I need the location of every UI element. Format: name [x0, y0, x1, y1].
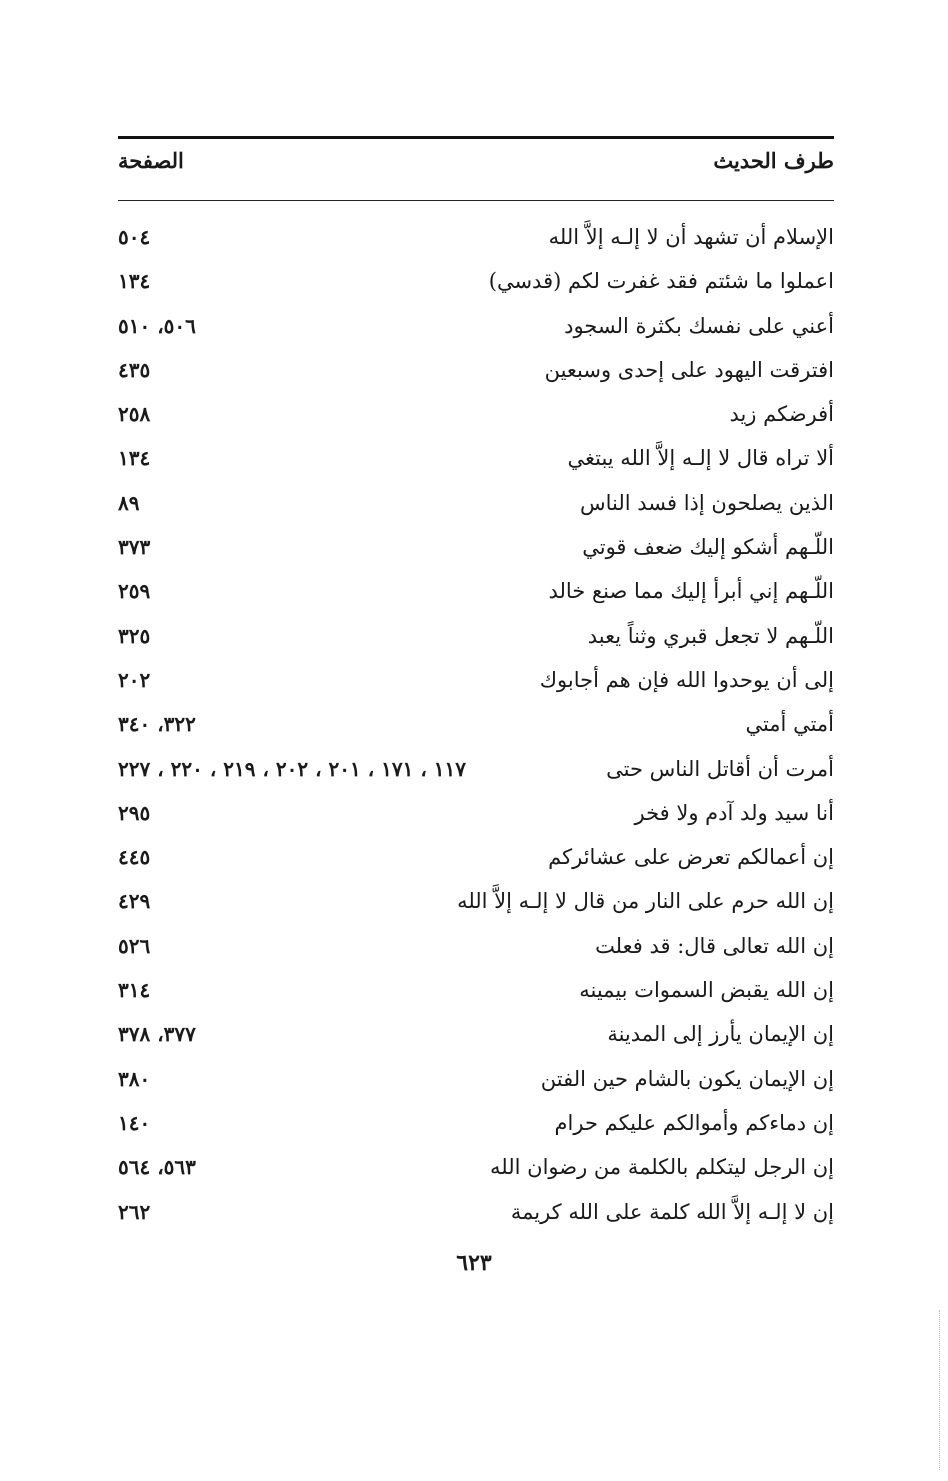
hadith-index-list	[118, 219, 834, 1238]
hadith-text: إن الله يقبض السموات بيمينه	[579, 978, 834, 1003]
page-reference: ٣٨٠	[118, 1066, 151, 1091]
page-reference: ٢٦٢	[118, 1199, 151, 1224]
page-reference: ٣٧٣	[118, 535, 151, 560]
page-reference: ٣٧٧، ٣٧٨	[118, 1022, 196, 1047]
hadith-text: اللّـهم إني أبرأ إليك مما صنع خالد	[548, 579, 834, 604]
index-row	[118, 972, 834, 1016]
hadith-text: الإسلام أن تشهد أن لا إلـه إلاَّ الله	[548, 225, 834, 249]
index-row	[118, 1105, 834, 1149]
page-reference: ٢٥٩	[118, 579, 151, 604]
index-row	[118, 1061, 834, 1105]
hadith-text: أمرت أن أقاتل الناس حتى	[606, 756, 834, 781]
hadith-text: أنا سيد ولد آدم ولا فخر	[634, 800, 834, 825]
hadith-text: إن لا إلـه إلاَّ الله كلمة على الله كريمة	[510, 1199, 834, 1224]
hadith-text: إن أعمالكم تعرض على عشائركم	[548, 845, 834, 870]
table-header	[118, 148, 834, 188]
index-row	[118, 883, 834, 927]
page-reference: ٢٩٥	[118, 800, 151, 825]
index-row	[118, 618, 834, 662]
hadith-text: إن الإيمان يكون بالشام حين الفتن	[540, 1066, 834, 1091]
page-reference: ١٣٤	[118, 446, 151, 471]
header-bottom-rule	[118, 200, 834, 201]
index-row	[118, 396, 834, 440]
index-row	[118, 928, 834, 972]
hadith-text: إن الإيمان يأرز إلى المدينة	[607, 1022, 834, 1047]
index-row	[118, 662, 834, 706]
page-reference: ٤٣٥	[118, 357, 151, 382]
hadith-text: ألا تراه قال لا إلـه إلاَّ الله يبتغي	[567, 446, 834, 471]
page-reference: ٥٢٦	[118, 933, 151, 958]
page-reference: ١٣٤	[118, 269, 151, 294]
index-row	[118, 706, 834, 750]
hadith-text: اللّـهم لا تجعل قبري وثناً يعبد	[587, 623, 834, 648]
page-reference: ٣١٤	[118, 978, 151, 1003]
page-reference: ٣٢٥	[118, 623, 151, 648]
hadith-text: إن دماءكم وأموالكم عليكم حرام	[554, 1110, 834, 1135]
hadith-column-heading: طرف الحديث	[713, 148, 834, 173]
index-row	[118, 795, 834, 839]
index-row	[118, 839, 834, 883]
index-row	[118, 1016, 834, 1060]
index-row	[118, 219, 834, 263]
index-row	[118, 1149, 834, 1193]
hadith-text: إلى أن يوحدوا الله فإن هم أجابوك	[539, 667, 834, 692]
page-number: ٦٢٣	[456, 1250, 492, 1276]
hadith-text: افترقت اليهود على إحدى وسبعين	[544, 357, 834, 382]
hadith-text: إن الرجل ليتكلم بالكلمة من رضوان الله	[490, 1155, 834, 1180]
page-reference: ٢٠٢	[118, 667, 151, 692]
page-reference: ٣٢٢، ٣٤٠	[118, 712, 196, 737]
index-row	[118, 573, 834, 617]
header-top-rule	[118, 136, 834, 139]
hadith-text: اللّـهم أشكو إليك ضعف قوتي	[582, 535, 834, 560]
hadith-text: أمتي أمتي	[745, 712, 834, 737]
index-row	[118, 352, 834, 396]
index-row	[118, 1194, 834, 1238]
index-row	[118, 263, 834, 307]
hadith-text: أعني على نفسك بكثرة السجود	[564, 313, 834, 338]
page-reference: ١١٧ ، ١٧١ ، ٢٠١ ، ٢٠٢ ، ٢١٩ ، ٢٢٠ ، ٢٢٧	[118, 756, 466, 781]
hadith-text: أفرضكم زيد	[729, 402, 834, 427]
page-reference: ٥٠٤	[118, 225, 151, 249]
page-reference: ٤٤٥	[118, 845, 151, 870]
hadith-text: إن الله حرم على النار من قال لا إلـه إلاَّ الله	[457, 889, 834, 914]
page-reference: ٥٠٦، ٥١٠	[118, 313, 196, 338]
page-reference: ٨٩	[118, 490, 140, 515]
page-reference: ٥٦٣، ٥٦٤	[118, 1155, 196, 1180]
hadith-text: الذين يصلحون إذا فسد الناس	[579, 490, 834, 515]
page-reference: ٤٢٩	[118, 889, 151, 914]
hadith-text: اعملوا ما شئتم فقد غفرت لكم (قدسي)	[488, 269, 834, 294]
page-reference: ١٤٠	[118, 1110, 151, 1135]
index-row	[118, 485, 834, 529]
index-row	[118, 529, 834, 573]
index-row	[118, 751, 834, 795]
hadith-text: إن الله تعالى قال: قد فعلت	[595, 933, 834, 958]
index-row	[118, 440, 834, 484]
page-column-heading: الصفحة	[118, 148, 184, 173]
page-reference: ٢٥٨	[118, 402, 151, 427]
index-row	[118, 308, 834, 352]
scan-edge-marks	[938, 1310, 940, 1470]
